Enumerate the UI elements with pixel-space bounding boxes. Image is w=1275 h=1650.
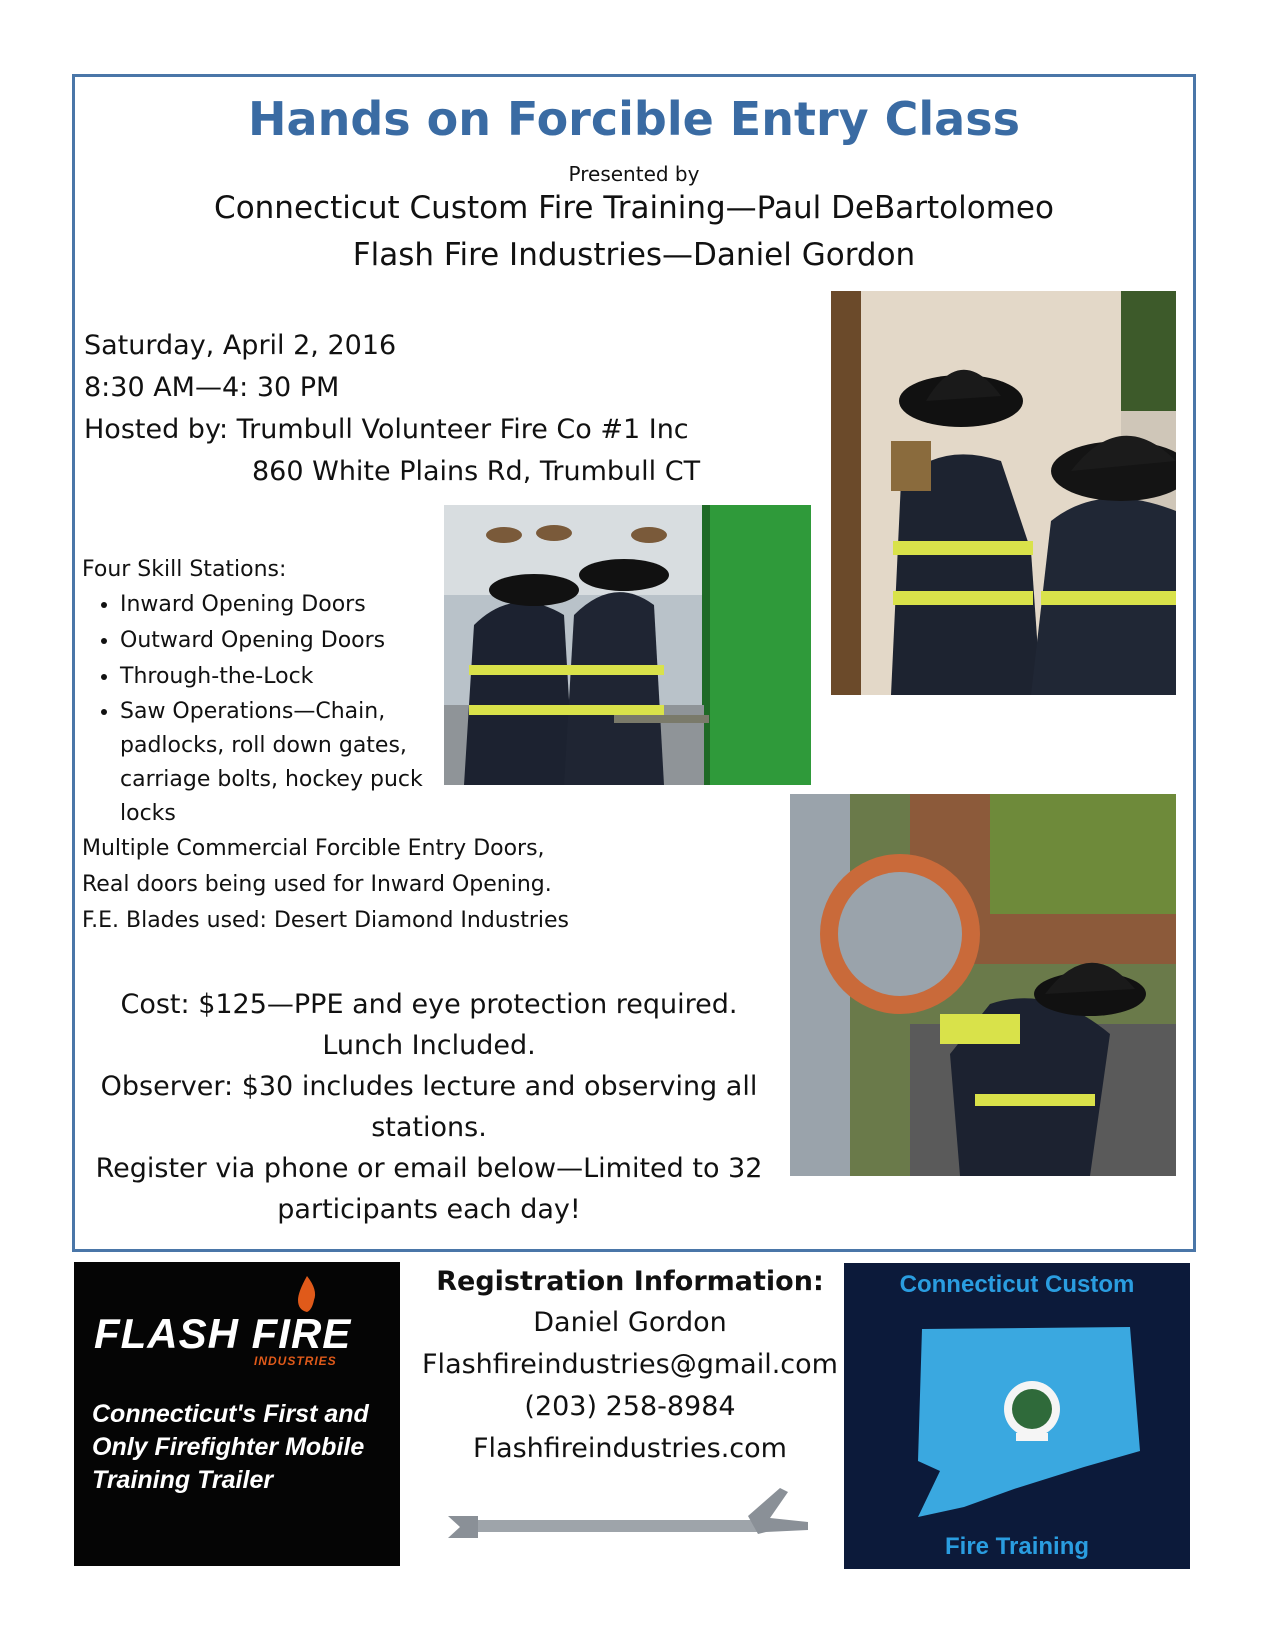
cost-block <box>86 984 772 1230</box>
registration-name: Daniel Gordon <box>533 1307 727 1338</box>
organizer-2: Flash Fire Industries—Daniel Gordon <box>352 237 916 273</box>
flash-fire-wordmark: FLASH FIRE <box>94 1310 352 1357</box>
list-item: • Saw Operations—Chain, padlocks, roll down gates, carriage bolts, hockey puck locks <box>120 695 480 831</box>
flash-fire-logo <box>74 1262 400 1566</box>
register-line: Register via phone or email below—Limited to 32 participants each day! <box>95 1153 763 1225</box>
photo-pulling-door <box>444 505 811 785</box>
registration-website[interactable]: Flashfireindustries.com <box>473 1433 787 1464</box>
note-line: Multiple Commercial Forcible Entry Doors, <box>82 836 545 861</box>
event-date: Saturday, April 2, 2016 <box>84 330 397 361</box>
skill-stations-list <box>82 587 480 831</box>
event-host: Hosted by: Trumbull Volunteer Fire Co #1 Inc <box>84 414 689 445</box>
note-line: Real doors being used for Inward Opening. <box>82 872 552 897</box>
presented-by: Presented by <box>568 162 700 186</box>
registration-phone[interactable]: (203) 258-8984 <box>524 1391 736 1422</box>
skill-stations-title: Four Skill Stations: <box>82 557 287 582</box>
event-address: 860 White Plains Rd, Trumbull CT <box>252 456 701 487</box>
lunch-line: Lunch Included. <box>322 1030 536 1061</box>
registration-block <box>410 1262 850 1470</box>
list-item: • Through-the-Lock <box>120 659 480 695</box>
list-item: • Inward Opening Doors <box>120 587 480 623</box>
photo-door-forcing <box>831 291 1176 695</box>
flash-fire-subtitle: INDUSTRIES <box>254 1354 337 1368</box>
photo-saw-operation <box>790 794 1176 1176</box>
registration-email[interactable]: Flashfireindustries@gmail.com <box>422 1349 838 1380</box>
connecticut-map-icon <box>904 1321 1154 1521</box>
ct-logo-bottom-text: Fire Training <box>944 1533 1090 1560</box>
halligan-bar-icon <box>448 1482 818 1562</box>
event-time: 8:30 AM—4: 30 PM <box>84 372 340 403</box>
flash-fire-tagline: Connecticut's First and Only Firefighter Mobile Training Trailer <box>92 1400 369 1494</box>
note-line: F.E. Blades used: Desert Diamond Industries <box>82 908 569 933</box>
ct-custom-fire-logo <box>844 1263 1190 1569</box>
registration-title: Registration Information: <box>436 1266 824 1297</box>
list-item: • Outward Opening Doors <box>120 623 480 659</box>
flame-icon <box>294 1276 320 1312</box>
observer-line: Observer: $30 includes lecture and observing all stations. <box>100 1071 758 1143</box>
ct-logo-top-text: Connecticut Custom <box>899 1271 1135 1298</box>
cost-line: Cost: $125—PPE and eye protection required. <box>120 989 738 1020</box>
organizer-1: Connecticut Custom Fire Training—Paul DeBartolomeo <box>214 190 1054 226</box>
page-title: Hands on Forcible Entry Class <box>248 92 1020 146</box>
